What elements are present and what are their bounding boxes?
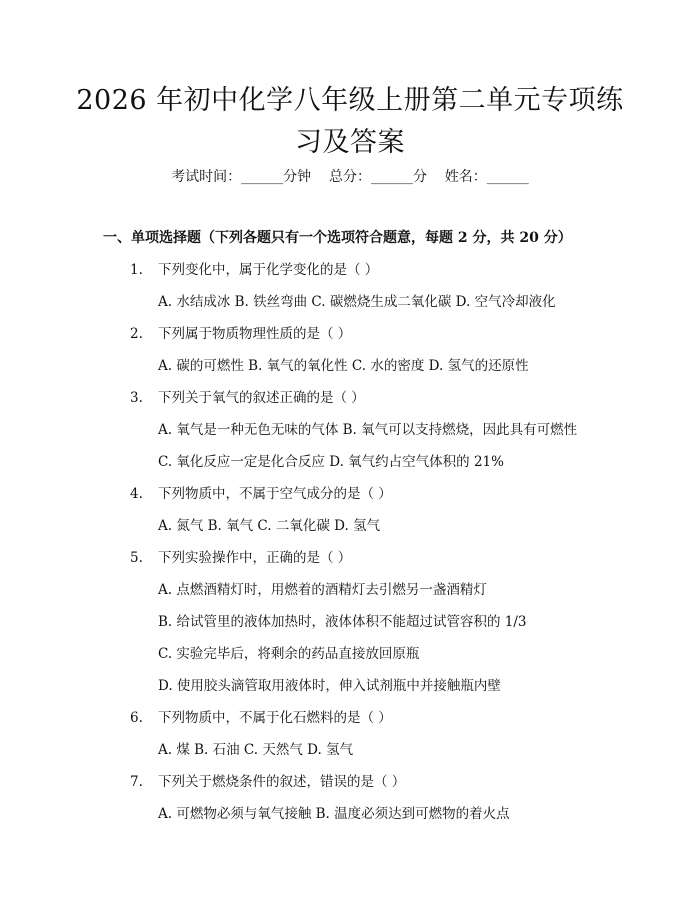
question-number: 2.	[130, 326, 143, 342]
question-5-option-d: D. 使用胶头滴管取用液体时，伸入试剂瓶中并接触瓶内壁	[158, 678, 501, 694]
question-3-options-line-2: C. 氧化反应一定是化合反应 D. 氧气约占空气体积的 21%	[158, 454, 504, 470]
question-number: 5.	[130, 550, 143, 566]
question-number: 6.	[130, 710, 143, 726]
question-text: 下列关于燃烧条件的叙述，错误的是（ ）	[158, 774, 406, 790]
question-5-option-a: A. 点燃酒精灯时，用燃着的酒精灯去引燃另一盏酒精灯	[158, 582, 487, 598]
question-5	[130, 548, 352, 568]
question-6-options: A. 煤 B. 石油 C. 天然气 D. 氢气	[158, 742, 354, 758]
exam-meta-line: 考试时间：______分钟 总分：______分 姓名：______	[171, 169, 529, 185]
question-number: 1.	[130, 262, 143, 278]
question-number: 7.	[130, 774, 143, 790]
question-4-options: A. 氮气 B. 氧气 C. 二氧化碳 D. 氢气	[158, 518, 381, 534]
question-5-option-c: C. 实验完毕后，将剩余的药品直接放回原瓶	[158, 646, 420, 662]
question-5-option-b: B. 给试管里的液体加热时，液体体积不能超过试管容积的 1/3	[158, 614, 527, 630]
title-line-1: 2026 年初中化学八年级上册第二单元专项练	[76, 85, 624, 116]
question-4	[130, 484, 392, 504]
question-text: 下列物质中，不属于化石燃料的是（ ）	[158, 710, 392, 726]
question-text: 下列关于氧气的叙述正确的是（ ）	[158, 390, 365, 406]
question-2-options: A. 碳的可燃性 B. 氧气的氧化性 C. 水的密度 D. 氢气的还原性	[158, 358, 529, 374]
question-3	[130, 388, 365, 408]
question-number: 3.	[130, 390, 143, 406]
question-text: 下列物质中，不属于空气成分的是（ ）	[158, 486, 392, 502]
question-6	[130, 708, 392, 728]
question-1-options: A. 水结成冰 B. 铁丝弯曲 C. 碳燃烧生成二氧化碳 D. 空气冷却液化	[158, 294, 556, 310]
question-text: 下列变化中，属于化学变化的是（ ）	[158, 262, 379, 278]
question-3-options-line-1: A. 氧气是一种无色无味的气体 B. 氧气可以支持燃烧，因此具有可燃性	[158, 422, 578, 438]
question-text: 下列属于物质物理性质的是（ ）	[158, 326, 352, 342]
question-7	[130, 772, 406, 792]
question-1	[130, 260, 379, 280]
question-text: 下列实验操作中，正确的是（ ）	[158, 550, 352, 566]
title-line-2: 习及答案	[295, 127, 405, 158]
question-number: 4.	[130, 486, 143, 502]
document-title	[60, 80, 640, 164]
question-2	[130, 324, 352, 344]
section-heading: 一、单项选择题（下列各题只有一个选项符合题意，每题 2 分，共 20 分）	[103, 230, 572, 246]
question-7-options: A. 可燃物必须与氧气接触 B. 温度必须达到可燃物的着火点	[158, 806, 510, 822]
